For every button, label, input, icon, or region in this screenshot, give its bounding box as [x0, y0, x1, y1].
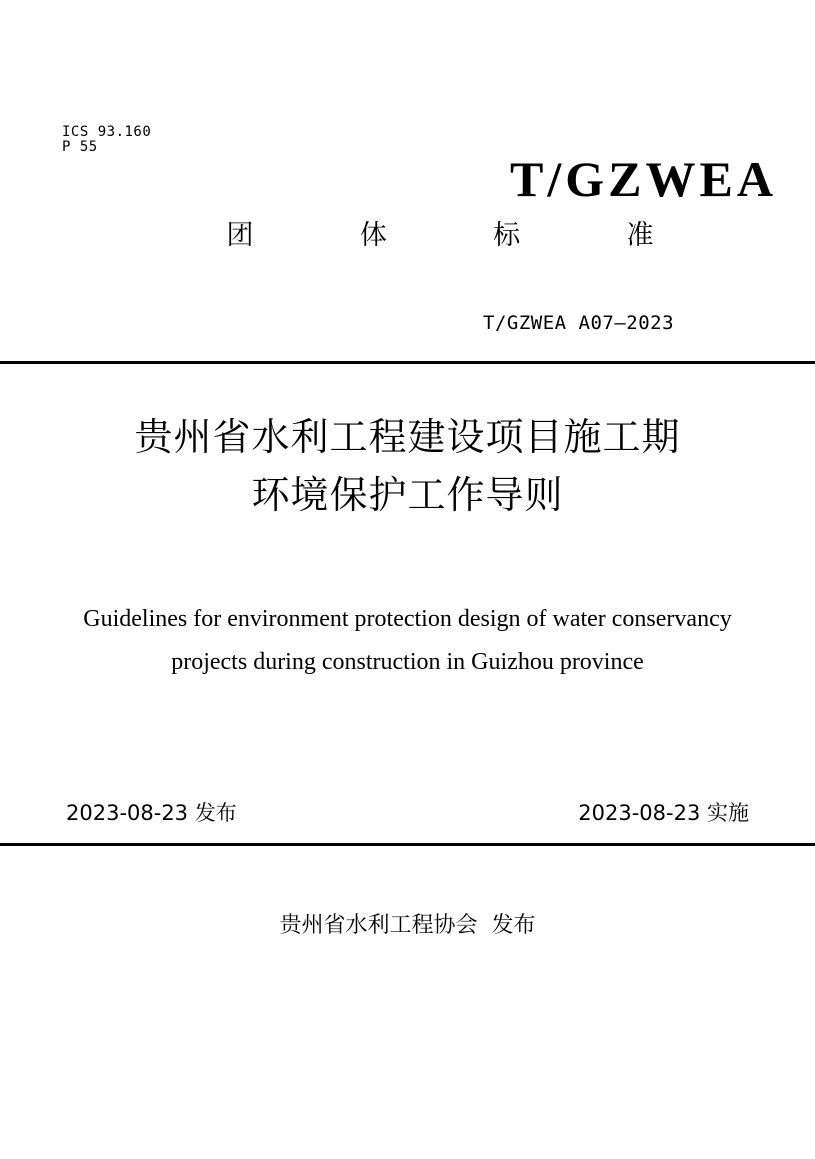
effective-date: 2023-08-23 实施 — [578, 801, 749, 825]
standard-type-char: 体 — [359, 220, 387, 251]
issue-date: 2023-08-23 发布 — [66, 801, 237, 825]
ccs-code: P 55 — [62, 139, 98, 155]
title-chinese-line-1: 贵州省水利工程建设项目施工期 — [134, 415, 681, 459]
title-english-line-1: Guidelines for environment protection design of water conservancy — [83, 606, 732, 632]
classification-codes — [62, 125, 151, 155]
standard-type — [220, 218, 660, 254]
standard-type-char: 准 — [626, 220, 654, 251]
standard-type-char: 团 — [226, 220, 254, 251]
title-chinese-line-2: 环境保护工作导则 — [251, 473, 564, 517]
standard-type-char: 标 — [493, 220, 521, 251]
standard-code-mark: T/GZWEA — [510, 151, 777, 207]
bottom-divider — [0, 843, 815, 846]
top-divider — [0, 361, 815, 364]
title-english-line-2: projects during construction in Guizhou province — [171, 649, 644, 675]
ics-code: ICS 93.160 — [62, 124, 152, 140]
publisher: 贵州省水利工程协会 发布 — [279, 913, 536, 938]
standard-number: T/GZWEA A07—2023 — [483, 312, 675, 334]
